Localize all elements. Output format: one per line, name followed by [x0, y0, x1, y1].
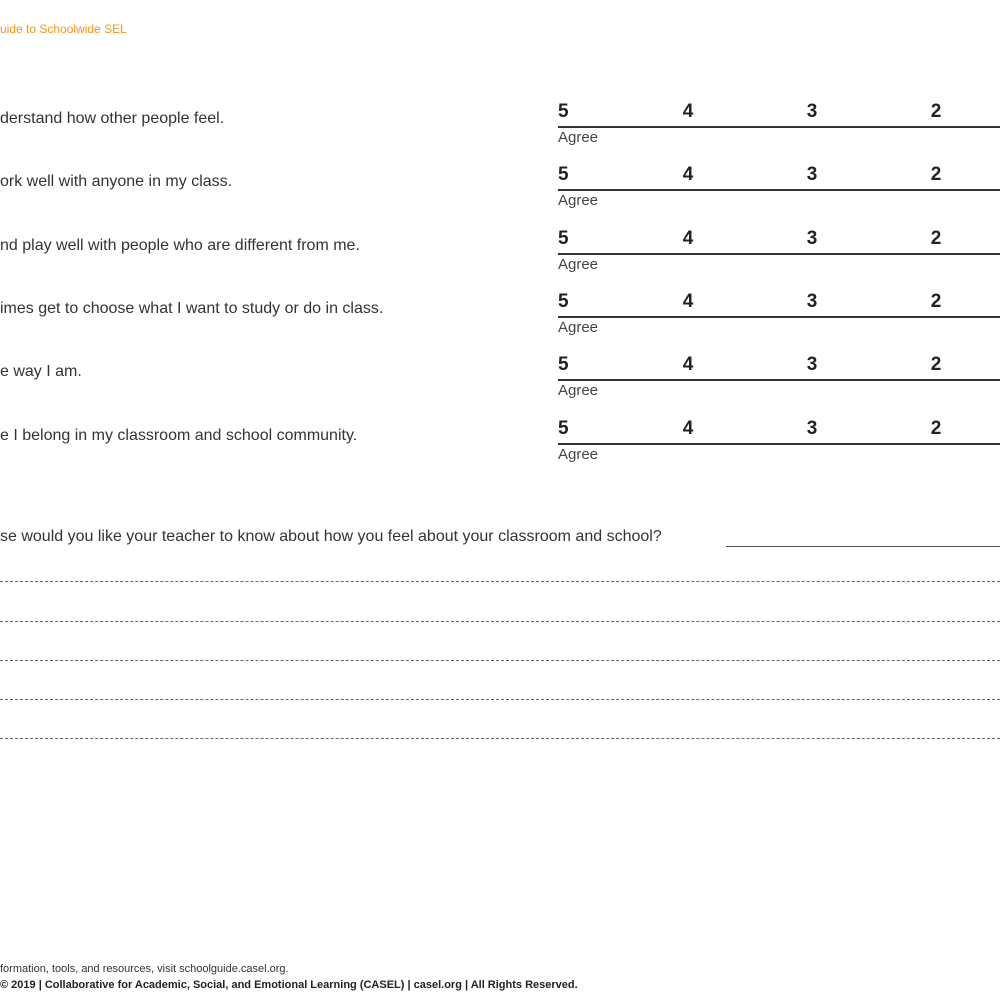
rating-scale[interactable]	[558, 354, 1000, 399]
rating-option-3[interactable]: 3	[806, 164, 818, 185]
footer-copyright: © 2019 | Collaborative for Academic, Social, and Emotional Learning (CASEL) | casel.org | All Rights Reserved.	[0, 979, 578, 991]
rating-option-2[interactable]: 2	[930, 354, 942, 375]
scale-line	[558, 443, 1000, 445]
rating-option-2[interactable]: 2	[930, 101, 942, 122]
rating-option-2[interactable]: 2	[930, 291, 942, 312]
scale-line	[558, 253, 1000, 255]
footer-resources: formation, tools, and resources, visit schoolguide.casel.org.	[0, 963, 289, 975]
survey-statement: e way I am.	[0, 363, 82, 380]
scale-label-agree: Agree	[558, 319, 599, 336]
answer-line-inline[interactable]	[726, 546, 1000, 547]
rating-scale[interactable]	[558, 228, 1000, 273]
scale-line	[558, 379, 1000, 381]
survey-statement: nd play well with people who are different from me.	[0, 237, 360, 254]
rating-option-2[interactable]: 2	[930, 418, 942, 439]
survey-statement: derstand how other people feel.	[0, 110, 225, 127]
survey-item	[0, 354, 1000, 413]
answer-line[interactable]	[0, 621, 1000, 622]
answer-line[interactable]	[0, 738, 1000, 739]
survey-item	[0, 228, 1000, 287]
rating-option-4[interactable]: 4	[682, 164, 694, 185]
survey-statement: ork well with anyone in my class.	[0, 173, 233, 190]
scale-label-agree: Agree	[558, 446, 599, 463]
rating-option-3[interactable]: 3	[806, 101, 818, 122]
rating-option-3[interactable]: 3	[806, 354, 818, 375]
scale-line	[558, 126, 1000, 128]
answer-line[interactable]	[0, 581, 1000, 582]
survey-item	[0, 291, 1000, 350]
rating-scale[interactable]	[558, 418, 1000, 463]
survey-statement: e I belong in my classroom and school community.	[0, 427, 358, 444]
rating-option-5[interactable]: 5	[558, 101, 569, 122]
rating-option-4[interactable]: 4	[682, 354, 694, 375]
rating-option-4[interactable]: 4	[682, 291, 694, 312]
rating-option-2[interactable]: 2	[930, 164, 942, 185]
open-question	[0, 528, 1000, 552]
rating-scale[interactable]	[558, 164, 1000, 209]
answer-line[interactable]	[0, 699, 1000, 700]
scale-label-agree: Agree	[558, 192, 599, 209]
rating-option-5[interactable]: 5	[558, 354, 569, 375]
survey-item	[0, 101, 1000, 160]
scale-line	[558, 316, 1000, 318]
answer-line[interactable]	[0, 660, 1000, 661]
rating-option-4[interactable]: 4	[682, 101, 694, 122]
rating-option-2[interactable]: 2	[930, 228, 942, 249]
rating-option-3[interactable]: 3	[806, 291, 818, 312]
rating-option-3[interactable]: 3	[806, 418, 818, 439]
open-question-text: se would you like your teacher to know about how you feel about your classroom and school?	[0, 528, 662, 545]
survey-item	[0, 164, 1000, 223]
survey-item	[0, 418, 1000, 477]
header-title: uide to Schoolwide SEL	[0, 22, 127, 36]
rating-scale[interactable]	[558, 291, 1000, 336]
rating-option-5[interactable]: 5	[558, 291, 569, 312]
rating-option-3[interactable]: 3	[806, 228, 818, 249]
survey-statement: imes get to choose what I want to study or do in class.	[0, 300, 384, 317]
rating-scale[interactable]	[558, 101, 1000, 146]
rating-option-4[interactable]: 4	[682, 418, 694, 439]
rating-option-5[interactable]: 5	[558, 228, 569, 249]
rating-option-5[interactable]: 5	[558, 418, 569, 439]
scale-label-agree: Agree	[558, 256, 599, 273]
scale-label-agree: Agree	[558, 129, 599, 146]
scale-line	[558, 189, 1000, 191]
scale-label-agree: Agree	[558, 382, 599, 399]
rating-option-4[interactable]: 4	[682, 228, 694, 249]
rating-option-5[interactable]: 5	[558, 164, 569, 185]
